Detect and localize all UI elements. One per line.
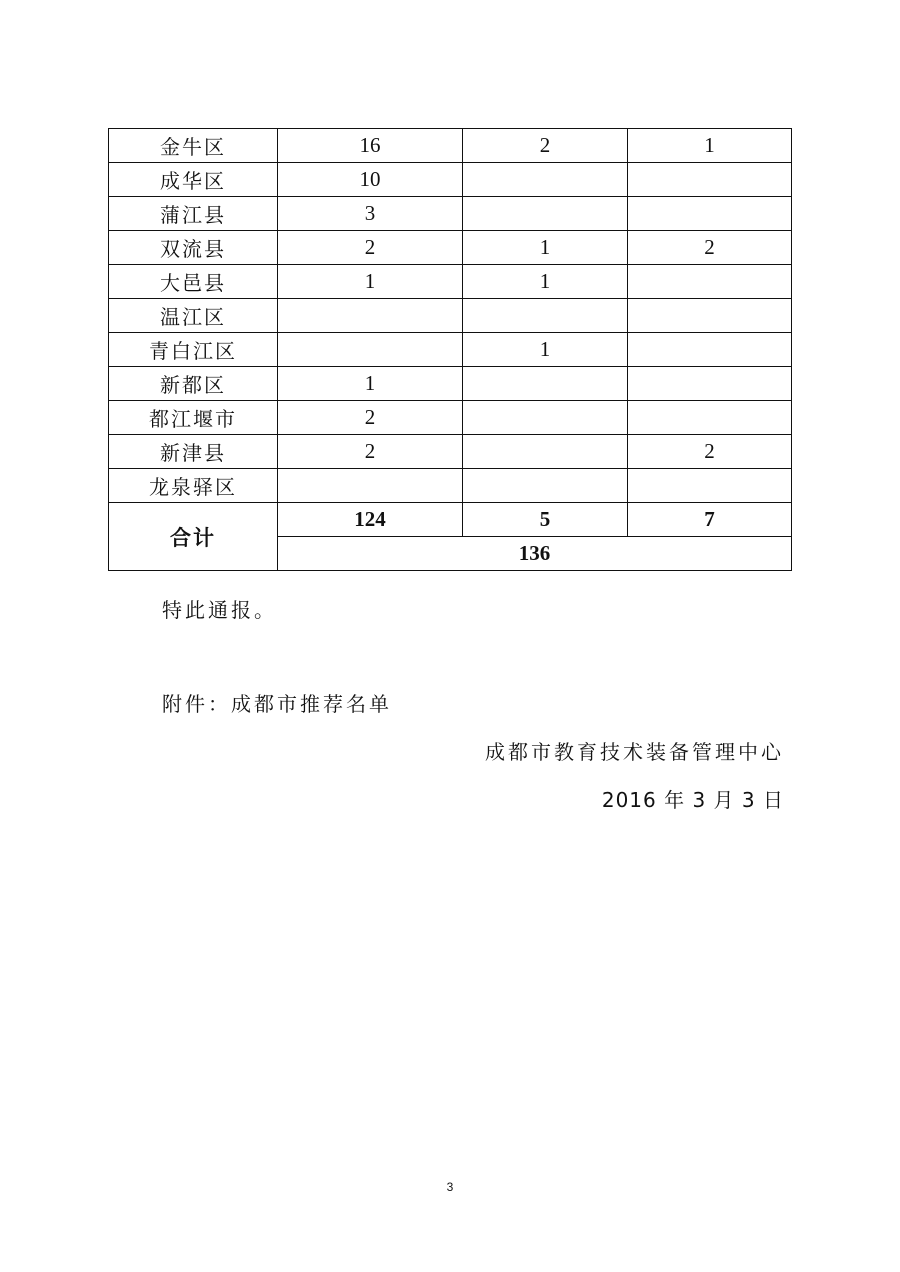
count-col1 [278, 469, 463, 503]
count-col3 [628, 401, 792, 435]
page-number: 3 [446, 1180, 454, 1194]
total-label: 合计 [109, 503, 278, 571]
table-row [109, 333, 792, 367]
district-name: 成华区 [109, 163, 278, 197]
table-row [109, 401, 792, 435]
count-col1: 2 [278, 231, 463, 265]
count-col2 [463, 197, 628, 231]
signature-date: 2016 年 3 月 3 日 [601, 788, 784, 812]
count-col1: 16 [278, 129, 463, 163]
table-row [109, 299, 792, 333]
table-row [109, 265, 792, 299]
count-col3 [628, 469, 792, 503]
table-row [109, 163, 792, 197]
count-col1 [278, 333, 463, 367]
count-col3: 2 [628, 231, 792, 265]
district-name: 都江堰市 [109, 401, 278, 435]
table-row [109, 367, 792, 401]
count-col2 [463, 401, 628, 435]
total-col1: 124 [278, 503, 463, 537]
district-name: 新津县 [109, 435, 278, 469]
district-name: 金牛区 [109, 129, 278, 163]
district-name: 双流县 [109, 231, 278, 265]
signature-organization: 成都市教育技术装备管理中心 [485, 740, 784, 764]
count-col1 [278, 299, 463, 333]
count-col3: 2 [628, 435, 792, 469]
table-row [109, 435, 792, 469]
count-col1: 2 [278, 435, 463, 469]
count-col3 [628, 163, 792, 197]
district-name: 青白江区 [109, 333, 278, 367]
count-col1: 10 [278, 163, 463, 197]
table-row [109, 231, 792, 265]
count-col2 [463, 367, 628, 401]
attachment-text: 附件：成都市推荐名单 [162, 692, 392, 716]
count-col1: 2 [278, 401, 463, 435]
count-col2: 2 [463, 129, 628, 163]
total-col3: 7 [628, 503, 792, 537]
count-col3 [628, 333, 792, 367]
district-name: 新都区 [109, 367, 278, 401]
count-col2: 1 [463, 333, 628, 367]
count-col2 [463, 435, 628, 469]
count-col2: 1 [463, 265, 628, 299]
district-name: 龙泉驿区 [109, 469, 278, 503]
notice-text: 特此通报。 [162, 598, 277, 622]
district-name: 温江区 [109, 299, 278, 333]
table-row [109, 469, 792, 503]
count-col3 [628, 299, 792, 333]
count-col1: 1 [278, 367, 463, 401]
count-col1: 1 [278, 265, 463, 299]
count-col2: 1 [463, 231, 628, 265]
count-col3 [628, 265, 792, 299]
total-col2: 5 [463, 503, 628, 537]
district-name: 大邑县 [109, 265, 278, 299]
count-col3: 1 [628, 129, 792, 163]
grand-total: 136 [278, 537, 792, 571]
count-col3 [628, 197, 792, 231]
district-name: 蒲江县 [109, 197, 278, 231]
count-col2 [463, 163, 628, 197]
statistics-table [108, 128, 792, 571]
table-row [109, 197, 792, 231]
table-row [109, 129, 792, 163]
count-col3 [628, 367, 792, 401]
total-row [109, 503, 792, 537]
count-col1: 3 [278, 197, 463, 231]
count-col2 [463, 299, 628, 333]
count-col2 [463, 469, 628, 503]
